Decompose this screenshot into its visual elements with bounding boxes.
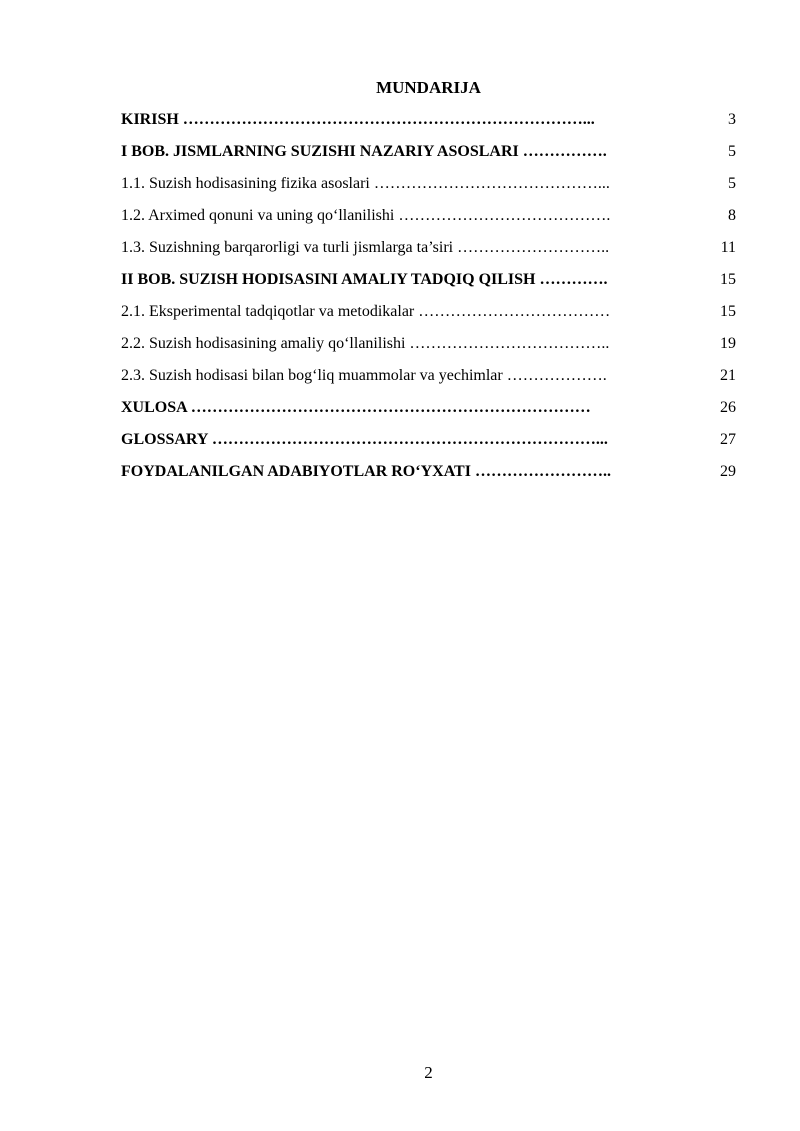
toc-entry-label: 1.1. Suzish hodisasining fizika asoslari ……………………………………...	[121, 175, 610, 192]
toc-entry-chapter-1[interactable]	[121, 139, 736, 171]
toc-entry-page: 19	[720, 335, 736, 352]
toc-entry-page: 21	[720, 367, 736, 384]
toc-entry-section-2-1[interactable]	[121, 299, 736, 331]
toc-entry-page: 15	[720, 303, 736, 320]
toc-entry-label: XULOSA …………………………………………………………………	[121, 399, 591, 416]
toc-entry-page: 5	[728, 175, 736, 192]
toc-entry-label: 2.3. Suzish hodisasi bilan bog‘liq muammolar va yechimlar ……………….	[121, 367, 607, 384]
toc-entry-glossary[interactable]	[121, 427, 736, 459]
toc-entry-chapter-2[interactable]	[121, 267, 736, 299]
toc-entry-label: II BOB. SUZISH HODISASINI AMALIY TADQIQ QILISH ………….	[121, 271, 608, 288]
toc-entry-section-1-2[interactable]	[121, 203, 736, 235]
toc-entry-page: 8	[728, 207, 736, 224]
toc-entry-label: GLOSSARY ………………………………………………………………...	[121, 431, 608, 448]
toc-entry-kirish[interactable]	[121, 107, 736, 139]
toc-entry-page: 26	[720, 399, 736, 416]
toc-entry-page: 11	[720, 239, 736, 256]
toc-entry-label: 2.2. Suzish hodisasining amaliy qo‘llanilishi ………………………………..	[121, 335, 610, 352]
toc-entry-page: 27	[720, 431, 736, 448]
toc-entry-page: 3	[728, 111, 736, 128]
toc-entry-section-2-3[interactable]	[121, 363, 736, 395]
toc-entry-section-2-2[interactable]	[121, 331, 736, 363]
page-title: MUNDARIJA	[376, 78, 481, 97]
toc-entry-label: 1.2. Arximed qonuni va uning qo‘llanilishi ………………………………….	[121, 207, 611, 224]
toc-entry-page: 5	[728, 143, 736, 160]
toc-entry-label: 1.3. Suzishning barqarorligi va turli jismlarga ta’siri ………………………..	[121, 239, 610, 256]
toc-entry-references[interactable]	[121, 459, 736, 491]
page-number: 2	[424, 1063, 433, 1082]
toc-entry-xulosa[interactable]	[121, 395, 736, 427]
toc-entry-label: I BOB. JISMLARNING SUZISHI NAZARIY ASOSLARI …………….	[121, 143, 607, 160]
toc-entry-label: FOYDALANILGAN ADABIYOTLAR RO‘YXATI ……………………..	[121, 463, 611, 480]
toc-entry-section-1-3[interactable]	[121, 235, 736, 267]
toc-entry-page: 15	[720, 271, 736, 288]
table-of-contents	[121, 107, 736, 491]
toc-entry-page: 29	[720, 463, 736, 480]
toc-entry-section-1-1[interactable]	[121, 171, 736, 203]
toc-entry-label: KIRISH …………………………………………………………………...	[121, 111, 595, 128]
toc-entry-label: 2.1. Eksperimental tadqiqotlar va metodikalar ………………………………	[121, 303, 611, 320]
